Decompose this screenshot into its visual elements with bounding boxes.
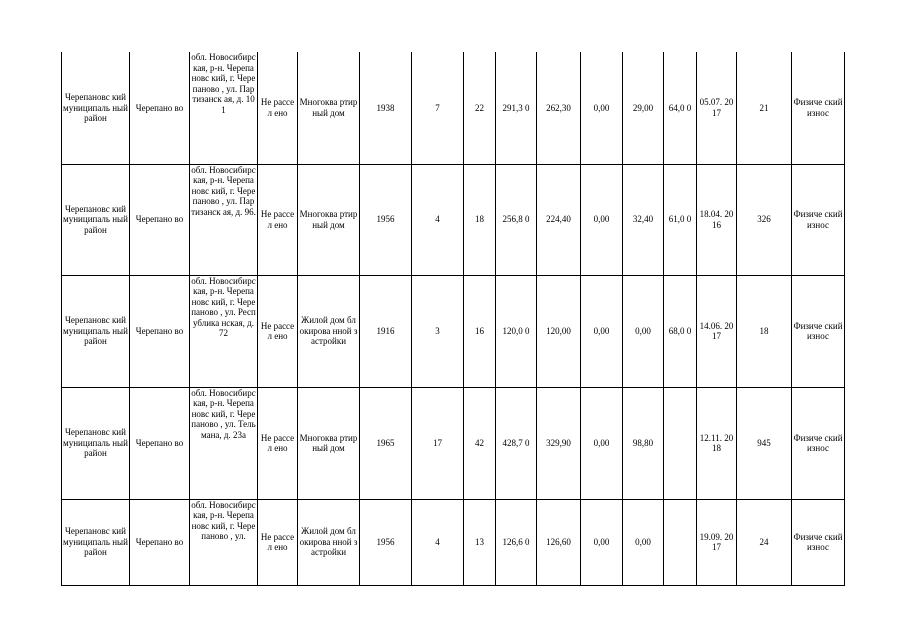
- district-cell: Черепановс кий муниципаль ный район: [62, 275, 130, 387]
- address-cell: обл. Новосибирс кая, р-н. Черепановс кий, г. Черепаново , ул. Тельмана, д. 23а: [190, 387, 258, 499]
- document-number-cell: 21: [737, 52, 792, 164]
- residents-cell: 16: [464, 275, 496, 387]
- count-cell: 7: [412, 52, 464, 164]
- year-cell: 1938: [360, 52, 412, 164]
- status-cell: Не рассел ено: [258, 164, 298, 275]
- residential-area-cell: 126,60: [537, 499, 581, 585]
- other-area-cell: 32,40: [623, 164, 664, 275]
- address-cell: обл. Новосибирс кая, р-н. Черепановс кий, г. Черепаново , ул. Партизанск ая, д. 96.: [190, 164, 258, 275]
- settlement-cell: Черепано во: [130, 387, 190, 499]
- settlement-cell: Черепано во: [130, 275, 190, 387]
- document-number-cell: 945: [737, 387, 792, 499]
- total-area-cell: 291,3 0: [496, 52, 537, 164]
- municipal-area-cell: 0,00: [581, 275, 623, 387]
- reason-cell: Физиче ский износ: [792, 275, 845, 387]
- table-row: [62, 275, 845, 387]
- total-area-cell: 126,6 0: [496, 499, 537, 585]
- status-cell: Не рассел ено: [258, 499, 298, 585]
- total-area-cell: 428,7 0: [496, 387, 537, 499]
- registry-table: [61, 52, 844, 586]
- total-area-cell: 120,0 0: [496, 275, 537, 387]
- date-cell: 14.06. 2017: [697, 275, 737, 387]
- count-cell: 4: [412, 164, 464, 275]
- reason-cell: Физиче ский износ: [792, 499, 845, 585]
- total-area-cell: 256,8 0: [496, 164, 537, 275]
- wear-percent-cell: 68,0 0: [664, 275, 697, 387]
- date-cell: 19.09. 2017: [697, 499, 737, 585]
- count-cell: 17: [412, 387, 464, 499]
- housing-table: [61, 52, 845, 586]
- residents-cell: 13: [464, 499, 496, 585]
- settlement-cell: Черепано во: [130, 164, 190, 275]
- table-body: [62, 52, 845, 585]
- other-area-cell: 0,00: [623, 275, 664, 387]
- district-cell: Черепановс кий муниципаль ный район: [62, 499, 130, 585]
- other-area-cell: 29,00: [623, 52, 664, 164]
- residential-area-cell: 329,90: [537, 387, 581, 499]
- address-cell: обл. Новосибирс кая, р-н. Черепановс кий, г. Черепаново , ул. Республика нская, д. 72: [190, 275, 258, 387]
- municipal-area-cell: 0,00: [581, 387, 623, 499]
- district-cell: Черепановс кий муниципаль ный район: [62, 52, 130, 164]
- residential-area-cell: 224,40: [537, 164, 581, 275]
- building-type-cell: Жилой дом блокирова нной застройки: [298, 499, 360, 585]
- status-cell: Не рассел ено: [258, 52, 298, 164]
- wear-percent-cell: [664, 387, 697, 499]
- document-number-cell: 326: [737, 164, 792, 275]
- table-row: [62, 164, 845, 275]
- year-cell: 1956: [360, 499, 412, 585]
- residents-cell: 22: [464, 52, 496, 164]
- reason-cell: Физиче ский износ: [792, 164, 845, 275]
- settlement-cell: Черепано во: [130, 52, 190, 164]
- count-cell: 4: [412, 499, 464, 585]
- building-type-cell: Многоква ртирный дом: [298, 52, 360, 164]
- district-cell: Черепановс кий муниципаль ный район: [62, 164, 130, 275]
- building-type-cell: Жилой дом блокирова нной застройки: [298, 275, 360, 387]
- address-cell: обл. Новосибирс кая, р-н. Черепановс кий, г. Черепаново , ул.: [190, 499, 258, 585]
- table-row: [62, 52, 845, 164]
- status-cell: Не рассел ено: [258, 387, 298, 499]
- date-cell: 05.07. 2017: [697, 52, 737, 164]
- other-area-cell: 0,00: [623, 499, 664, 585]
- table-row: [62, 499, 845, 585]
- date-cell: 18.04. 2016: [697, 164, 737, 275]
- count-cell: 3: [412, 275, 464, 387]
- year-cell: 1956: [360, 164, 412, 275]
- municipal-area-cell: 0,00: [581, 499, 623, 585]
- table-row: [62, 387, 845, 499]
- document-number-cell: 24: [737, 499, 792, 585]
- residents-cell: 42: [464, 387, 496, 499]
- date-cell: 12.11. 2018: [697, 387, 737, 499]
- reason-cell: Физиче ский износ: [792, 387, 845, 499]
- building-type-cell: Многоква ртирный дом: [298, 387, 360, 499]
- building-type-cell: Многоква ртирный дом: [298, 164, 360, 275]
- wear-percent-cell: [664, 499, 697, 585]
- reason-cell: Физиче ский износ: [792, 52, 845, 164]
- municipal-area-cell: 0,00: [581, 164, 623, 275]
- address-cell: обл. Новосибирс кая, р-н. Черепановс кий, г. Черепаново , ул. Партизанск ая, д. 101: [190, 52, 258, 164]
- residential-area-cell: 120,00: [537, 275, 581, 387]
- district-cell: Черепановс кий муниципаль ный район: [62, 387, 130, 499]
- status-cell: Не рассел ено: [258, 275, 298, 387]
- document-number-cell: 18: [737, 275, 792, 387]
- wear-percent-cell: 61,0 0: [664, 164, 697, 275]
- wear-percent-cell: 64,0 0: [664, 52, 697, 164]
- year-cell: 1916: [360, 275, 412, 387]
- municipal-area-cell: 0,00: [581, 52, 623, 164]
- settlement-cell: Черепано во: [130, 499, 190, 585]
- residents-cell: 18: [464, 164, 496, 275]
- year-cell: 1965: [360, 387, 412, 499]
- other-area-cell: 98,80: [623, 387, 664, 499]
- residential-area-cell: 262,30: [537, 52, 581, 164]
